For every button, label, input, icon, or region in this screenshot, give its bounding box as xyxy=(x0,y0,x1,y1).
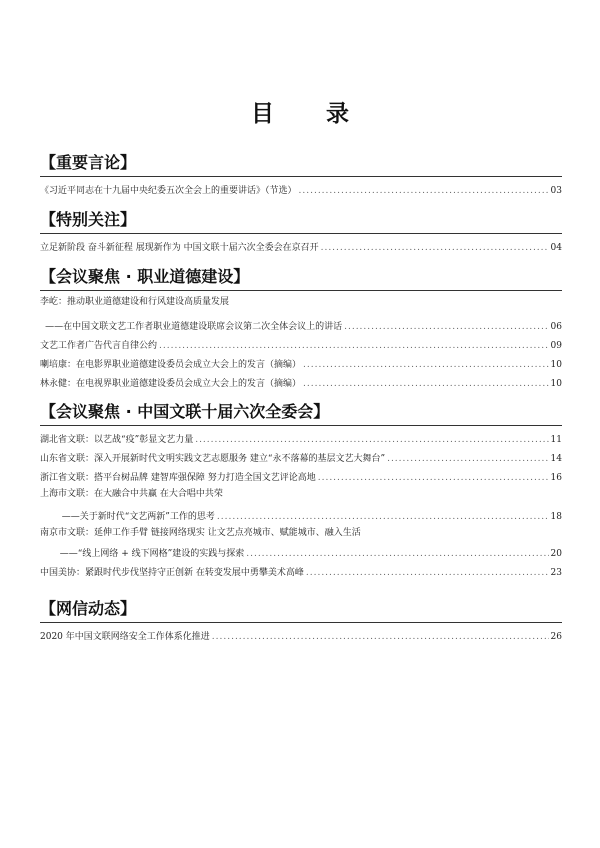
toc-entry-title: 南京市文联：延伸工作手臂 链接网络现实 让文艺点亮城市、赋能城市、融入生活 xyxy=(40,528,361,538)
page-title: 目 录 xyxy=(250,101,371,127)
dot-leader xyxy=(195,431,548,450)
toc-entry-page: 20 xyxy=(550,549,562,559)
section-divider xyxy=(40,233,562,234)
dot-leader xyxy=(212,628,549,647)
toc-entry-page: 10 xyxy=(550,379,562,389)
toc-entry-title: 立足新阶段 奋斗新征程 展现新作为 中国文联十届六次全委会在京召开 xyxy=(40,243,319,253)
toc-entry-title: 山东省文联：深入开展新时代文明实践文艺志愿服务 建立“永不落幕的基层文艺大舞台” xyxy=(40,454,386,464)
dot-leader xyxy=(159,337,549,356)
toc-entry[interactable] xyxy=(40,182,562,201)
toc-entry[interactable] xyxy=(40,564,562,583)
toc-entry-page: 04 xyxy=(550,243,562,253)
toc-entry-page: 14 xyxy=(550,454,562,464)
toc-entry-page: 06 xyxy=(550,322,562,332)
toc-entry-page: 03 xyxy=(550,186,562,196)
toc-entry-page: 11 xyxy=(550,435,562,445)
toc-entry-title: 中国美协：紧跟时代步伐坚持守正创新 在转变发展中勇攀美术高峰 xyxy=(40,568,304,578)
toc-section xyxy=(40,598,562,647)
toc-entry-subtitle: ——关于新时代“文艺两新”工作的思考 xyxy=(61,512,215,522)
toc-entry-page: 18 xyxy=(550,512,562,522)
toc-section xyxy=(40,401,562,583)
toc-entry-page: 16 xyxy=(550,473,562,483)
dot-leader xyxy=(246,545,548,564)
toc-entry-title: 喇培康：在电影界职业道德建设委员会成立大会上的发言（摘编） xyxy=(40,360,302,370)
toc-entry-title: 2020 年中国文联网络安全工作体系化推进 xyxy=(40,632,210,642)
toc-entry-page: 10 xyxy=(550,360,562,370)
dot-leader xyxy=(299,182,549,201)
dot-leader xyxy=(303,356,549,375)
toc-entry-subtitle: ——“线上网络 + 线下网格”建设的实践与探索 xyxy=(59,549,245,559)
toc-entry-page: 23 xyxy=(550,568,562,578)
toc-entry-title: 林永健：在电视界职业道德建设委员会成立大会上的发言（摘编） xyxy=(40,379,302,389)
dot-leader xyxy=(321,239,549,258)
toc-entry[interactable] xyxy=(40,431,562,450)
toc-entry-title: 文艺工作者广告代言自律公约 xyxy=(40,341,158,351)
dot-leader xyxy=(318,469,549,488)
dot-leader xyxy=(344,318,548,337)
dot-leader xyxy=(387,450,548,469)
dot-leader xyxy=(217,508,549,527)
toc-entry-title: 《习近平同志在十九届中央纪委五次全会上的重要讲话》（节选） xyxy=(40,186,297,196)
dot-leader xyxy=(303,375,549,394)
toc-entry-title: 湖北省文联：以艺战“疫”彰显文艺力量 xyxy=(40,435,194,445)
toc-section xyxy=(40,209,562,258)
dot-leader xyxy=(306,564,549,583)
toc-entry[interactable] xyxy=(40,337,562,356)
toc-entry[interactable] xyxy=(40,469,562,488)
toc-entry[interactable] xyxy=(40,450,562,469)
toc-entry[interactable] xyxy=(40,488,562,500)
section-heading: 【会议聚焦 · 中国文联十届六次全委会】 xyxy=(40,402,330,421)
toc-section xyxy=(40,152,562,201)
toc-entry-page: 09 xyxy=(550,341,562,351)
toc-entry-title: 上海市文联：在大融合中共赢 在大合唱中共荣 xyxy=(40,489,223,499)
toc-section xyxy=(40,266,562,394)
section-divider xyxy=(40,176,562,177)
toc-entry-title: 浙江省文联：搭平台树品牌 建智库强保障 努力打造全国文艺评论高地 xyxy=(40,473,316,483)
toc-entry[interactable] xyxy=(40,239,562,258)
toc-entry[interactable] xyxy=(40,375,562,394)
section-divider xyxy=(40,622,562,623)
toc-entry[interactable] xyxy=(40,296,562,308)
section-divider xyxy=(40,290,562,291)
section-divider xyxy=(40,425,562,426)
toc-entry-continuation[interactable] xyxy=(40,318,562,337)
toc-entry-subtitle: ——在中国文联文艺工作者职业道德建设联席会议第二次全体会议上的讲话 xyxy=(45,322,343,332)
section-heading: 【会议聚焦 · 职业道德建设】 xyxy=(40,267,250,286)
toc-entry-continuation[interactable] xyxy=(40,545,562,564)
toc-entry[interactable] xyxy=(40,628,562,647)
toc-entry-title: 李屹：推动职业道德建设和行风建设高质量发展 xyxy=(40,297,230,307)
toc-entry-continuation[interactable] xyxy=(40,508,562,527)
toc-entry-page: 26 xyxy=(550,632,562,642)
toc-entry[interactable] xyxy=(40,527,562,539)
section-heading: 【网信动态】 xyxy=(40,599,137,618)
section-heading: 【重要言论】 xyxy=(40,153,137,172)
toc-entry[interactable] xyxy=(40,356,562,375)
section-heading: 【特别关注】 xyxy=(40,210,137,229)
